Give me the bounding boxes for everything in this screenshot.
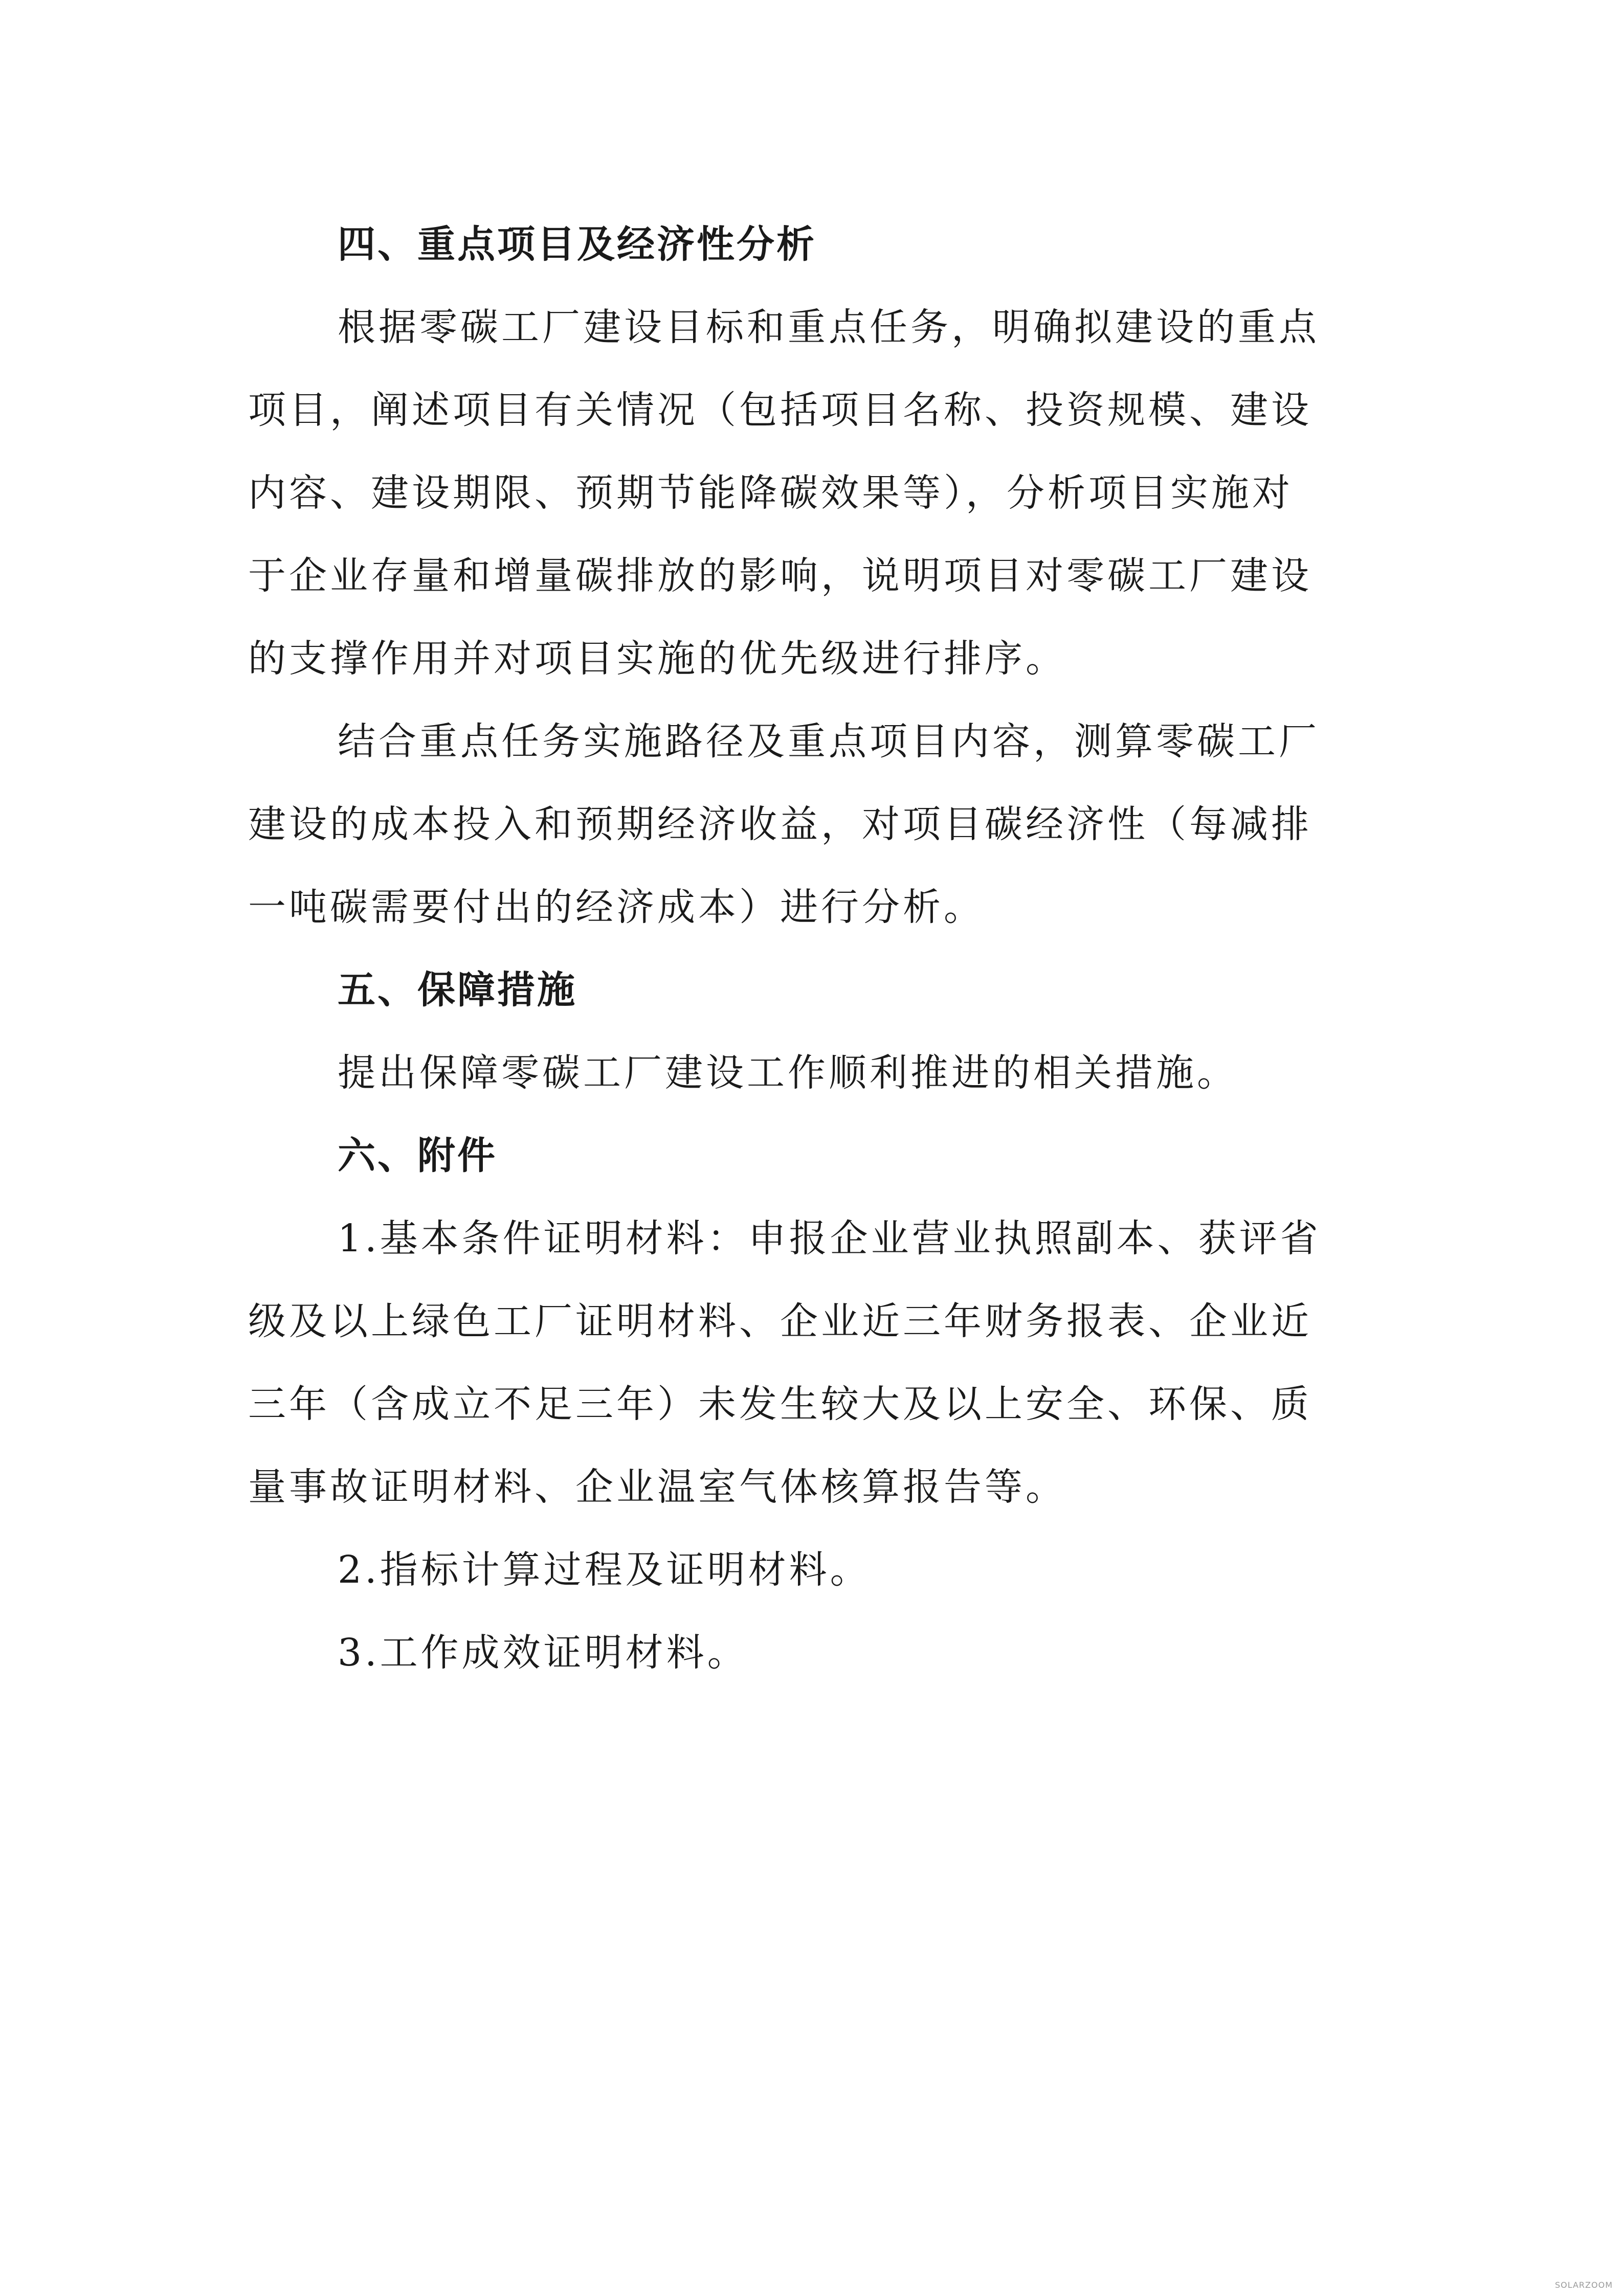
list-item: 2.指标计算过程及证明材料。 xyxy=(338,1548,871,1592)
list-item-line: 量事故证明材料、企业温室气体核算报告等。 xyxy=(248,1465,1066,1509)
paragraph-line: 项目，阐述项目有关情况（包括项目名称、投资规模、建设 xyxy=(248,388,1312,432)
paragraph-line: 建设的成本投入和预期经济收益，对项目碳经济性（每减排 xyxy=(248,802,1312,846)
paragraph-line: 于企业存量和增量碳排放的影响，说明项目对零碳工厂建设 xyxy=(248,554,1312,598)
section-heading-safeguards: 五、保障措施 xyxy=(338,968,577,1012)
paragraph-line: 提出保障零碳工厂建设工作顺利推进的相关措施。 xyxy=(338,1051,1238,1095)
list-item-line: 级及以上绿色工厂证明材料、企业近三年财务报表、企业近 xyxy=(248,1299,1312,1343)
paragraph-line: 一吨碳需要付出的经济成本）进行分析。 xyxy=(248,885,985,929)
paragraph-line: 根据零碳工厂建设目标和重点任务，明确拟建设的重点 xyxy=(338,305,1320,349)
list-item-line: 三年（含成立不足三年）未发生较大及以上安全、环保、质 xyxy=(248,1382,1312,1426)
paragraph-line: 的支撑作用并对项目实施的优先级进行排序。 xyxy=(248,637,1066,681)
list-item-line: 1.基本条件证明材料：申报企业营业执照副本、获评省 xyxy=(338,1217,1321,1260)
paragraph-line: 结合重点任务实施路径及重点项目内容，测算零碳工厂 xyxy=(338,719,1320,763)
watermark-text: SOLARZOOM xyxy=(1554,2280,1613,2290)
section-heading-attachments: 六、附件 xyxy=(338,1134,497,1178)
list-item: 3.工作成效证明材料。 xyxy=(338,1631,748,1675)
paragraph-line: 内容、建设期限、预期节能降碳效果等），分析项目实施对 xyxy=(248,471,1293,515)
section-heading-key-projects: 四、重点项目及经济性分析 xyxy=(338,222,816,266)
